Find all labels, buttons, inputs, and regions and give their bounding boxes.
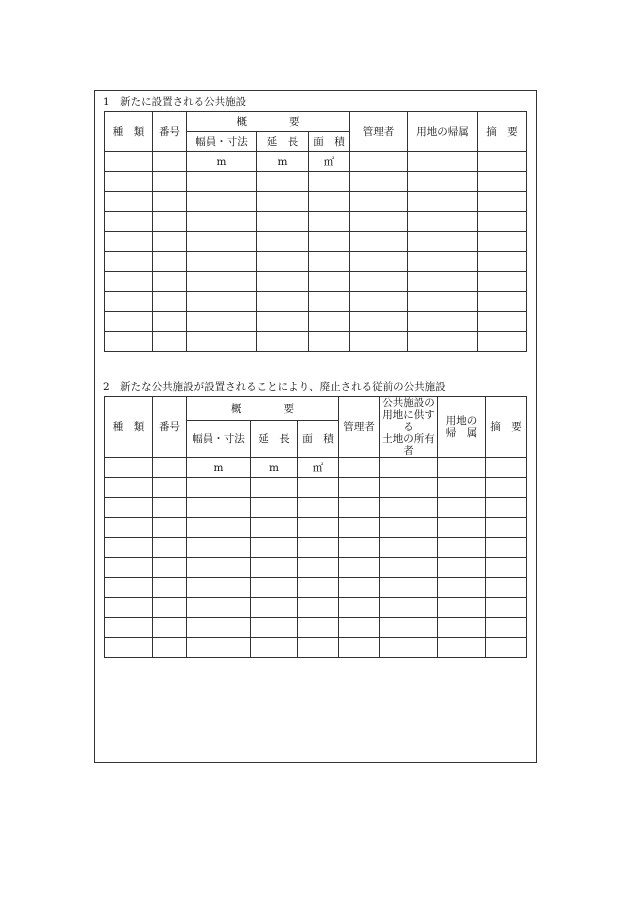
table-cell[interactable] <box>153 172 187 192</box>
cell-land[interactable] <box>408 152 478 172</box>
table-cell[interactable] <box>298 538 339 558</box>
header-land-attribution-line2: 帰 属 <box>445 427 478 439</box>
table-cell[interactable] <box>105 212 153 232</box>
table-row <box>105 498 527 518</box>
table-cell[interactable] <box>339 618 380 638</box>
table-cell[interactable] <box>350 172 408 192</box>
section2-title: 2 新たな公共施設が設置されることにより、廃止される従前の公共施設 <box>103 381 446 393</box>
table-cell[interactable] <box>257 292 309 312</box>
table-cell[interactable] <box>350 192 408 212</box>
header-area: 面 積 <box>298 421 339 458</box>
header-kind: 種 類 <box>105 397 153 458</box>
table-cell[interactable] <box>257 172 309 192</box>
table-row <box>105 518 527 538</box>
table-cell[interactable] <box>257 252 309 272</box>
table-cell[interactable] <box>153 252 187 272</box>
table-cell[interactable] <box>478 272 527 292</box>
unit-width[interactable]: m <box>187 458 251 478</box>
table-cell[interactable] <box>486 498 527 518</box>
section1-title: 1 新たに設置される公共施設 <box>103 96 247 108</box>
table-row <box>105 638 527 658</box>
table-cell[interactable] <box>187 538 251 558</box>
table-cell[interactable] <box>309 192 350 212</box>
table-row <box>105 598 527 618</box>
table-cell[interactable] <box>251 558 298 578</box>
table-cell[interactable] <box>153 332 187 352</box>
table-cell[interactable] <box>105 478 153 498</box>
table-cell[interactable] <box>251 498 298 518</box>
table-cell[interactable] <box>153 312 187 332</box>
table-row <box>105 212 527 232</box>
table-cell[interactable] <box>298 578 339 598</box>
table-cell[interactable] <box>153 618 187 638</box>
header-land-attribution: 用地の帰属 <box>408 112 478 152</box>
table-cell[interactable] <box>257 332 309 352</box>
table-row <box>105 478 527 498</box>
table-cell[interactable] <box>105 232 153 252</box>
table-row <box>105 292 527 312</box>
header-length: 延 長 <box>257 132 309 152</box>
table-cell[interactable] <box>187 618 251 638</box>
table-cell[interactable] <box>257 312 309 332</box>
table-cell[interactable] <box>105 578 153 598</box>
unit-length[interactable]: m <box>251 458 298 478</box>
table-cell[interactable] <box>105 638 153 658</box>
table-cell[interactable] <box>251 578 298 598</box>
table-cell[interactable] <box>187 638 251 658</box>
new-facilities-table <box>104 111 527 352</box>
table-cell[interactable] <box>153 478 187 498</box>
table-cell[interactable] <box>309 272 350 292</box>
table-cell[interactable] <box>153 518 187 538</box>
table-cell[interactable] <box>187 292 257 312</box>
table-cell[interactable] <box>105 192 153 212</box>
table-cell[interactable] <box>309 312 350 332</box>
table-cell[interactable] <box>251 598 298 618</box>
table-cell[interactable] <box>408 272 478 292</box>
table-cell[interactable] <box>153 538 187 558</box>
table-cell[interactable] <box>380 618 438 638</box>
table-cell[interactable] <box>153 192 187 212</box>
table-cell[interactable] <box>486 578 527 598</box>
unit-width[interactable]: m <box>187 152 257 172</box>
abolished-facilities-table <box>104 396 527 658</box>
table-cell[interactable] <box>486 638 527 658</box>
table-cell[interactable] <box>187 312 257 332</box>
table-cell[interactable] <box>478 172 527 192</box>
table-cell[interactable] <box>298 598 339 618</box>
table-cell[interactable] <box>380 518 438 538</box>
table-cell[interactable] <box>486 518 527 538</box>
table-cell[interactable] <box>380 538 438 558</box>
table-row <box>105 172 527 192</box>
table-row <box>105 332 527 352</box>
table-cell[interactable] <box>153 272 187 292</box>
table-cell[interactable] <box>339 578 380 598</box>
table-cell[interactable] <box>187 332 257 352</box>
table-cell[interactable] <box>438 638 486 658</box>
table-cell[interactable] <box>187 478 251 498</box>
table-cell[interactable] <box>105 332 153 352</box>
header-width: 幅員・寸法 <box>187 132 257 152</box>
table-cell[interactable] <box>438 498 486 518</box>
table-cell[interactable] <box>350 292 408 312</box>
table-cell[interactable] <box>105 558 153 578</box>
header-summary: 概 要 <box>187 397 339 421</box>
table-cell[interactable] <box>478 252 527 272</box>
table-cell[interactable] <box>350 252 408 272</box>
table-cell[interactable] <box>478 192 527 212</box>
header-manager: 管理者 <box>339 397 380 458</box>
header-manager: 管理者 <box>350 112 408 152</box>
table-row <box>105 538 527 558</box>
table-cell[interactable] <box>153 598 187 618</box>
table-cell[interactable] <box>380 578 438 598</box>
table-cell[interactable] <box>339 518 380 538</box>
table-cell[interactable] <box>105 498 153 518</box>
table-cell[interactable] <box>187 232 257 252</box>
table-cell[interactable] <box>153 232 187 252</box>
cell-land[interactable] <box>438 458 486 478</box>
table-cell[interactable] <box>105 172 153 192</box>
table-cell[interactable] <box>187 172 257 192</box>
cell-kind[interactable] <box>105 458 153 478</box>
header-land-owner-line2: 用地に供する <box>382 409 435 433</box>
cell-land-owner[interactable] <box>380 458 438 478</box>
header-length: 延 長 <box>251 421 298 458</box>
table-cell[interactable] <box>350 272 408 292</box>
table-cell[interactable] <box>380 478 438 498</box>
table-cell[interactable] <box>408 212 478 232</box>
table-cell[interactable] <box>153 498 187 518</box>
header-land-owner <box>380 397 438 458</box>
header-land-attribution <box>438 397 486 458</box>
table-cell[interactable] <box>408 332 478 352</box>
table-cell[interactable] <box>408 252 478 272</box>
table-cell[interactable] <box>408 192 478 212</box>
table-cell[interactable] <box>187 252 257 272</box>
header-number: 番号 <box>153 112 187 152</box>
table-cell[interactable] <box>187 578 251 598</box>
table-cell[interactable] <box>339 478 380 498</box>
table-cell[interactable] <box>153 292 187 312</box>
cell-number[interactable] <box>153 458 187 478</box>
table-cell[interactable] <box>105 272 153 292</box>
table-cell[interactable] <box>105 252 153 272</box>
table-cell[interactable] <box>257 232 309 252</box>
header-land-attribution-line1: 用地の <box>445 415 478 427</box>
unit-area[interactable]: ㎡ <box>298 458 339 478</box>
table-cell[interactable] <box>257 272 309 292</box>
table-cell[interactable] <box>298 518 339 538</box>
table-cell[interactable] <box>350 212 408 232</box>
header-summary: 概 要 <box>187 112 350 132</box>
table-cell[interactable] <box>105 538 153 558</box>
table-cell[interactable] <box>187 192 257 212</box>
table-cell[interactable] <box>251 518 298 538</box>
table-cell[interactable] <box>309 252 350 272</box>
header-number: 番号 <box>153 397 187 458</box>
table-cell[interactable] <box>478 212 527 232</box>
table-cell[interactable] <box>438 478 486 498</box>
table-cell[interactable] <box>309 332 350 352</box>
table-cell[interactable] <box>251 538 298 558</box>
table-cell[interactable] <box>251 478 298 498</box>
table-cell[interactable] <box>339 498 380 518</box>
table-cell[interactable] <box>380 638 438 658</box>
table-cell[interactable] <box>153 578 187 598</box>
table-cell[interactable] <box>438 538 486 558</box>
table-cell[interactable] <box>187 598 251 618</box>
table-cell[interactable] <box>408 232 478 252</box>
table-cell[interactable] <box>153 638 187 658</box>
table-cell[interactable] <box>486 558 527 578</box>
table-cell[interactable] <box>298 618 339 638</box>
table-cell[interactable] <box>309 212 350 232</box>
table-cell[interactable] <box>486 538 527 558</box>
table-cell[interactable] <box>350 332 408 352</box>
table-row <box>105 152 527 172</box>
table-cell[interactable] <box>257 192 309 212</box>
header-area: 面 積 <box>309 132 350 152</box>
table-row <box>105 458 527 478</box>
table-row <box>105 558 527 578</box>
unit-length[interactable]: m <box>257 152 309 172</box>
table-cell[interactable] <box>350 312 408 332</box>
table-cell[interactable] <box>187 272 257 292</box>
table-row <box>105 312 527 332</box>
table-cell[interactable] <box>380 598 438 618</box>
table-cell[interactable] <box>380 558 438 578</box>
table-cell[interactable] <box>478 232 527 252</box>
cell-kind[interactable] <box>105 152 153 172</box>
table-cell[interactable] <box>339 638 380 658</box>
table-row <box>105 578 527 598</box>
table-cell[interactable] <box>187 212 257 232</box>
table-cell[interactable] <box>105 598 153 618</box>
table-cell[interactable] <box>309 172 350 192</box>
cell-number[interactable] <box>153 152 187 172</box>
table-cell[interactable] <box>298 478 339 498</box>
unit-area[interactable]: ㎡ <box>309 152 350 172</box>
table-cell[interactable] <box>350 232 408 252</box>
cell-manager[interactable] <box>350 152 408 172</box>
table-cell[interactable] <box>438 598 486 618</box>
table-cell[interactable] <box>339 558 380 578</box>
table-row <box>105 618 527 638</box>
table-cell[interactable] <box>438 618 486 638</box>
header-note: 摘 要 <box>478 112 527 152</box>
cell-note[interactable] <box>486 458 527 478</box>
table-cell[interactable] <box>438 518 486 538</box>
table-row <box>105 272 527 292</box>
table-cell[interactable] <box>298 498 339 518</box>
table-cell[interactable] <box>251 618 298 638</box>
table-cell[interactable] <box>105 518 153 538</box>
table-cell[interactable] <box>478 332 527 352</box>
table-cell[interactable] <box>153 212 187 232</box>
table-cell[interactable] <box>309 232 350 252</box>
header-width: 幅員・寸法 <box>187 421 251 458</box>
table-cell[interactable] <box>486 598 527 618</box>
table-cell[interactable] <box>309 292 350 312</box>
table-cell[interactable] <box>380 498 438 518</box>
table-cell[interactable] <box>486 478 527 498</box>
table-cell[interactable] <box>438 578 486 598</box>
table-cell[interactable] <box>298 638 339 658</box>
table-cell[interactable] <box>187 518 251 538</box>
table-cell[interactable] <box>486 618 527 638</box>
table-cell[interactable] <box>339 538 380 558</box>
table-cell[interactable] <box>408 172 478 192</box>
header-land-owner-line3: 土地の所有者 <box>382 433 435 457</box>
table-cell[interactable] <box>438 558 486 578</box>
cell-manager[interactable] <box>339 458 380 478</box>
header-note: 摘 要 <box>486 397 527 458</box>
header-land-owner-line1: 公共施設の <box>382 397 435 409</box>
table-cell[interactable] <box>257 212 309 232</box>
cell-note[interactable] <box>478 152 527 172</box>
table-row <box>105 192 527 212</box>
table-cell[interactable] <box>251 638 298 658</box>
table-cell[interactable] <box>105 312 153 332</box>
table-row <box>105 232 527 252</box>
table-cell[interactable] <box>105 292 153 312</box>
table-cell[interactable] <box>298 558 339 578</box>
table-cell[interactable] <box>153 558 187 578</box>
table-cell[interactable] <box>187 558 251 578</box>
table-cell[interactable] <box>408 292 478 312</box>
header-kind: 種 類 <box>105 112 153 152</box>
table-cell[interactable] <box>408 312 478 332</box>
table-cell[interactable] <box>339 598 380 618</box>
table-cell[interactable] <box>478 292 527 312</box>
table-cell[interactable] <box>105 618 153 638</box>
table-row <box>105 252 527 272</box>
table-cell[interactable] <box>187 498 251 518</box>
table-cell[interactable] <box>478 312 527 332</box>
